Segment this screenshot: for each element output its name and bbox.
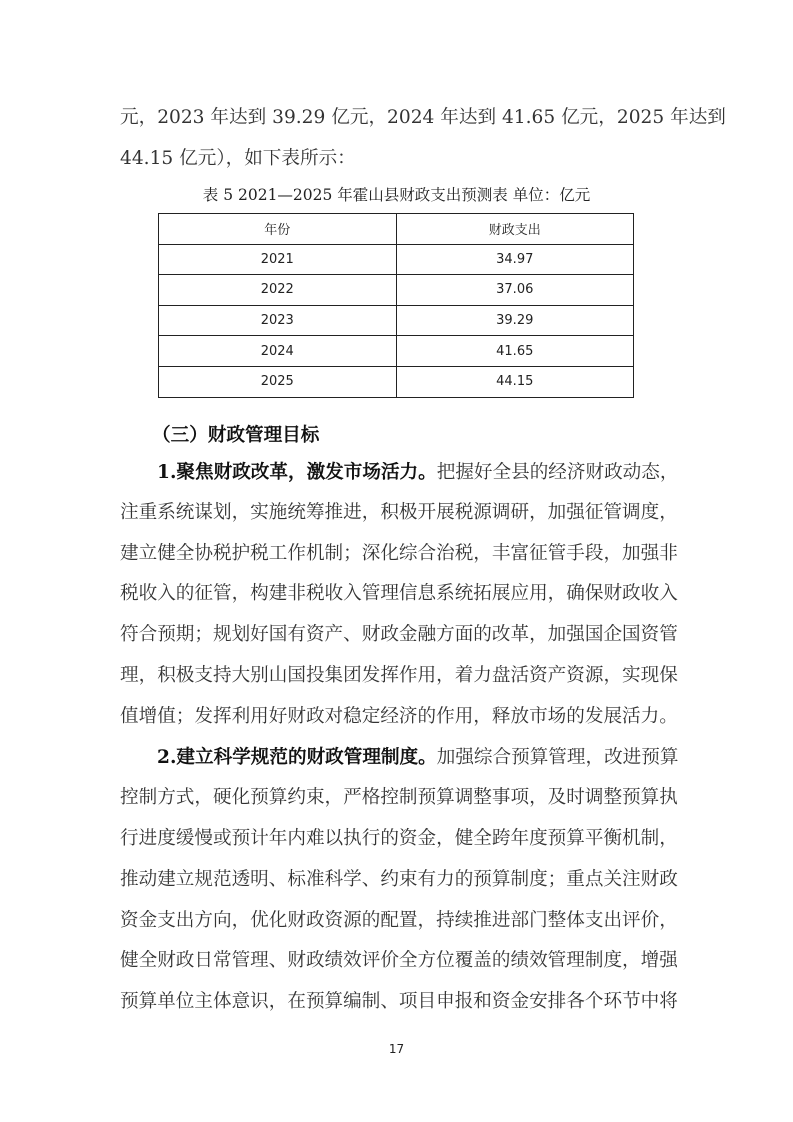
cell-year: 2021: [159, 244, 397, 275]
table-caption: 表 5 2021—2025 年霍山县财政支出预测表 单位：亿元: [202, 186, 591, 204]
section-heading: （三）财政管理目标: [152, 425, 320, 446]
table-row: [159, 305, 634, 336]
header-year: 年份: [159, 214, 397, 245]
cell-year: 2022: [159, 275, 397, 306]
cell-value: 37.06: [396, 275, 634, 306]
page-number: 17: [388, 1042, 405, 1056]
p1-first: 把握好全县的经济财政动态，: [436, 462, 679, 483]
cell-year: 2023: [159, 305, 397, 336]
table-row: [159, 275, 634, 306]
cell-value: 34.97: [396, 244, 634, 275]
cell-value: 41.65: [396, 336, 634, 367]
p2-line: 控制方式，硬化预算约束，严格控制预算调整事项，及时调整预算执: [120, 787, 678, 808]
p2-first: 加强综合预算管理，改进预算: [436, 747, 679, 768]
cell-year: 2024: [159, 336, 397, 367]
table-row: [159, 336, 634, 367]
p2-line: 预算单位主体意识，在预算编制、项目申报和资金安排各个环节中将: [120, 991, 678, 1012]
p1-line: 符合预期；规划好国有资产、财政金融方面的改革，加强国企国资管: [120, 624, 678, 645]
table-row: [159, 366, 634, 397]
table-row: [159, 244, 634, 275]
p2-lead: 2.建立科学规范的财政管理制度。: [157, 747, 437, 768]
p2-line: 行进度缓慢或预计年内难以执行的资金，健全跨年度预算平衡机制，: [120, 828, 678, 849]
cell-value: 44.15: [396, 366, 634, 397]
p2-line: 健全财政日常管理、财政绩效评价全方位覆盖的绩效管理制度，增强: [120, 950, 678, 971]
cell-value: 39.29: [396, 305, 634, 336]
table-header-row: [159, 214, 634, 245]
p1-line: 建立健全协税护税工作机制；深化综合治税，丰富征管手段，加强非: [120, 543, 678, 564]
p1-first-line: [157, 461, 679, 485]
p1-line: 注重系统谋划，实施统筹推进，积极开展税源调研，加强征管调度，: [120, 502, 678, 523]
cell-year: 2025: [159, 366, 397, 397]
p2-line: 推动建立规范透明、标准科学、约束有力的预算制度；重点关注财政: [120, 869, 678, 890]
p1-line: 理，积极支持大别山国投集团发挥作用，着力盘活资产资源，实现保: [120, 665, 678, 686]
intro-line-2: 44.15 亿元），如下表所示：: [120, 148, 356, 169]
p2-line: 资金支出方向，优化财政资源的配置，持续推进部门整体支出评价，: [120, 910, 678, 931]
p1-lead: 1.聚焦财政改革，激发市场活力。: [157, 462, 437, 483]
p2-first-line: [157, 746, 679, 770]
intro-line-1: 元，2023 年达到 39.29 亿元，2024 年达到 41.65 亿元，2025 年达到: [120, 107, 726, 128]
expenditure-forecast-table: [158, 213, 634, 398]
p1-line: 值增值；发挥利用好财政对稳定经济的作用，释放市场的发展活力。: [120, 706, 678, 727]
p1-line: 税收入的征管，构建非税收入管理信息系统拓展应用，确保财政收入: [120, 583, 678, 604]
header-expenditure: 财政支出: [396, 214, 634, 245]
